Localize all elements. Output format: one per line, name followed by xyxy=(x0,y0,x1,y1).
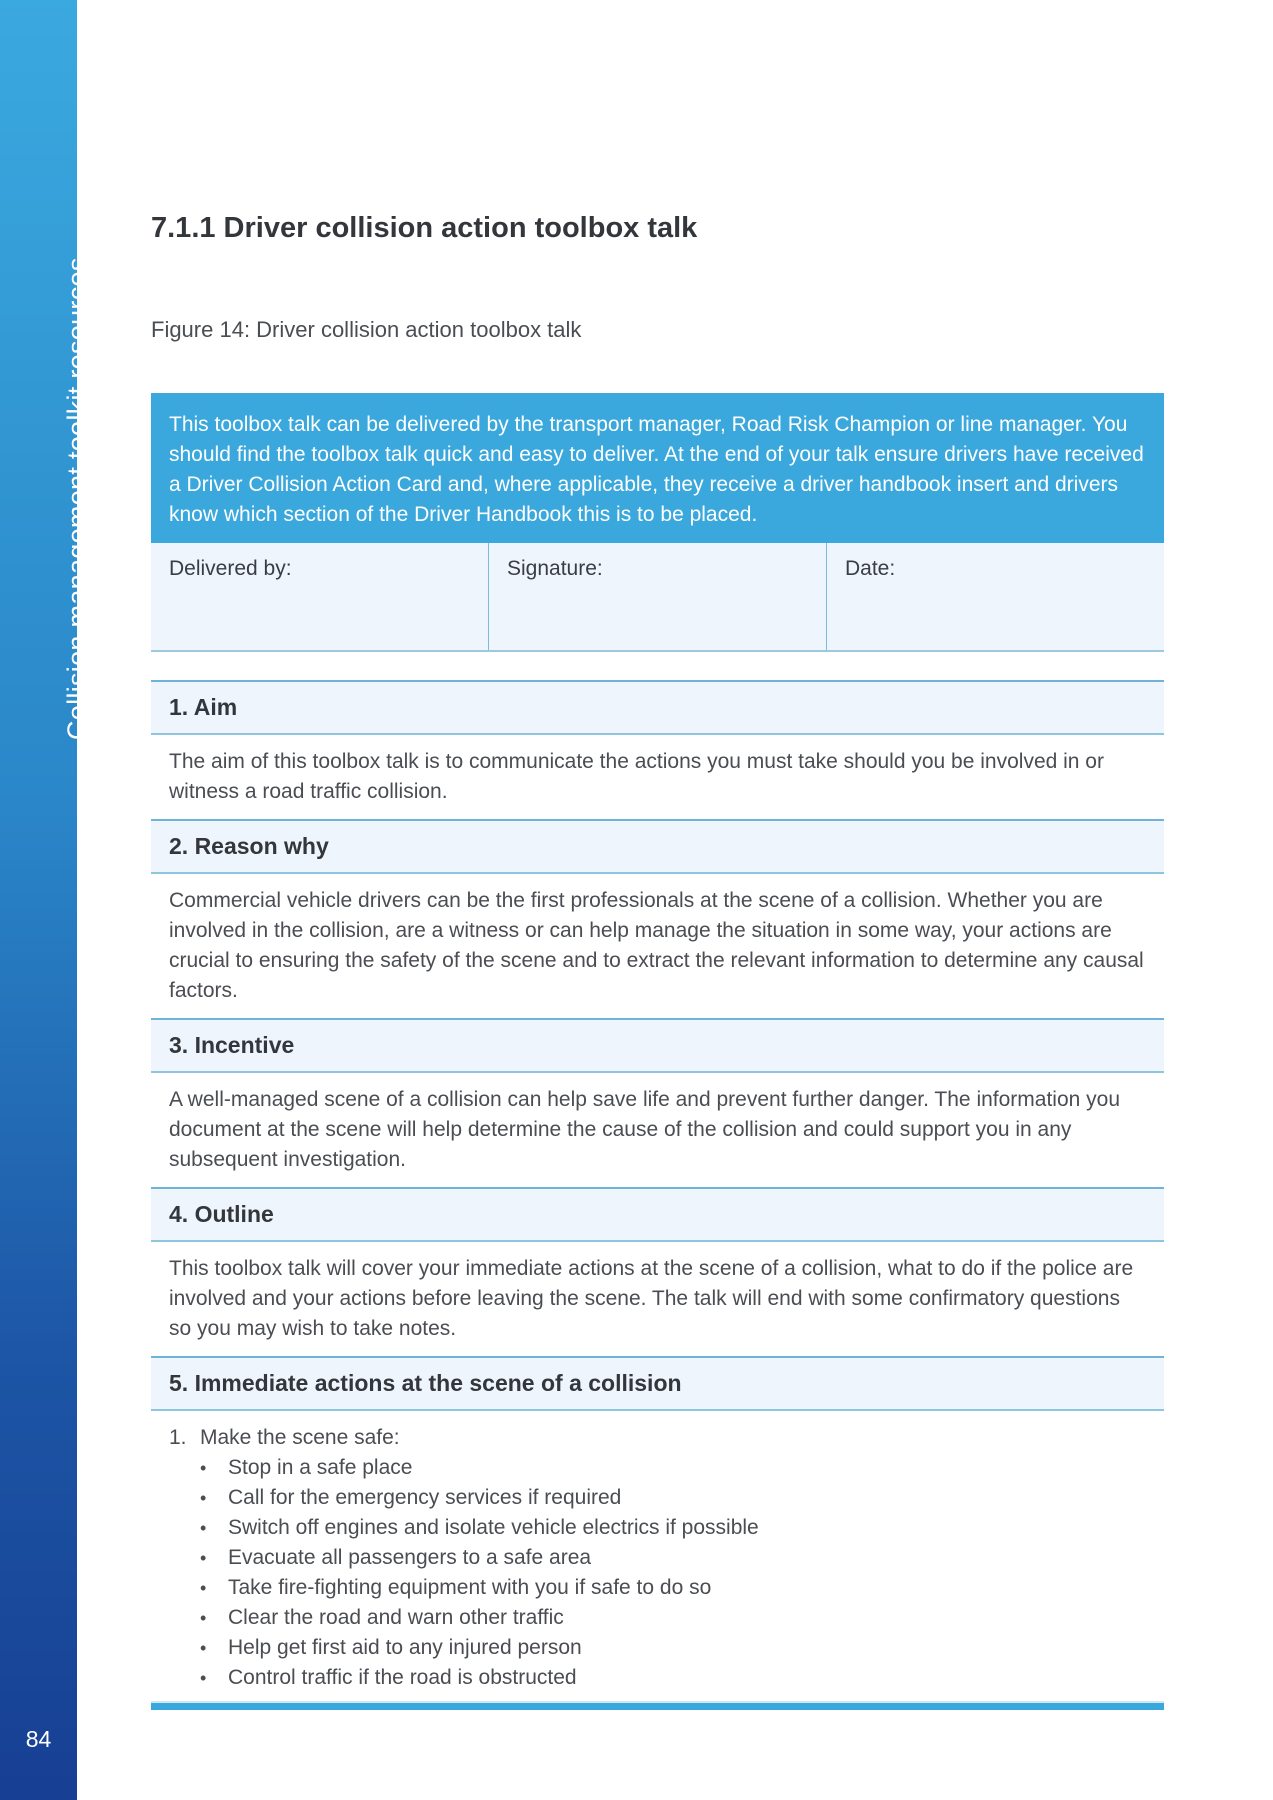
page-number: 84 xyxy=(25,1726,52,1752)
sidebar xyxy=(0,0,92,1800)
item-label: Make the scene safe: xyxy=(200,1426,400,1449)
immediate-actions-list xyxy=(151,1411,1164,1701)
figure-caption: Figure 14: Driver collision action toolbox talk xyxy=(151,317,582,342)
section-body-incentive: A well-managed scene of a collision can help save life and prevent further danger. The information you document at the scene will help determine the cause of the collision and could support you in any subsequent investigation. xyxy=(169,1088,1121,1171)
section-heading-outline: 4. Outline xyxy=(151,1187,1164,1242)
list-item: • Clear the road and warn other traffic xyxy=(200,1603,1146,1633)
signature-field[interactable]: Signature: xyxy=(489,543,827,650)
list-item: • Stop in a safe place xyxy=(200,1453,1146,1483)
list-item: • Evacuate all passengers to a safe area xyxy=(200,1543,1146,1573)
table-bottom-bar xyxy=(151,1701,1164,1710)
bullet-icon: • xyxy=(200,1638,207,1658)
delivered-by-field[interactable]: Delivered by: xyxy=(151,543,489,650)
list-item: • Control traffic if the road is obstructed xyxy=(200,1663,1146,1693)
section-heading-immediate-actions: 5. Immediate actions at the scene of a collision xyxy=(151,1356,1164,1411)
item-number: 1. xyxy=(169,1426,187,1449)
bullet-icon: • xyxy=(200,1578,207,1598)
bullet-list xyxy=(169,1453,1146,1693)
section-heading-reason-why: 2. Reason why xyxy=(151,819,1164,874)
numbered-item xyxy=(169,1423,1146,1453)
bullet-icon: • xyxy=(200,1458,207,1478)
spacer xyxy=(151,652,1164,680)
page-title: 7.1.1 Driver collision action toolbox talk xyxy=(151,212,698,244)
intro-banner: This toolbox talk can be delivered by the transport manager, Road Risk Champion or line manager. You should find the toolbox talk quick and easy to deliver. At the end of your talk ensure drivers have received a Driver Collision Action Card and, where applicable, they receive a driver handbook insert and drivers know which section of the Driver Handbook this is to be placed. xyxy=(151,393,1164,543)
section-heading-incentive: 3. Incentive xyxy=(151,1018,1164,1073)
section-heading-aim: 1. Aim xyxy=(151,680,1164,735)
bullet-icon: • xyxy=(200,1608,207,1628)
bullet-icon: • xyxy=(200,1488,207,1508)
date-field[interactable]: Date: xyxy=(845,557,896,580)
section-body-outline: This toolbox talk will cover your immediate actions at the scene of a collision, what to do if the police are involved and your actions before leaving the scene. The talk will end with some confirmatory questions so you may wish to take notes. xyxy=(169,1257,1134,1340)
bullet-icon: • xyxy=(200,1548,207,1568)
delivery-details-row xyxy=(151,543,1164,652)
bullet-icon: • xyxy=(200,1518,207,1538)
toolbox-talk-form xyxy=(151,393,1164,1710)
list-item: • Take fire-fighting equipment with you if safe to do so xyxy=(200,1573,1146,1603)
list-item: • Call for the emergency services if required xyxy=(200,1483,1146,1513)
section-body-aim: The aim of this toolbox talk is to communicate the actions you must take should you be involved in or witness a road traffic collision. xyxy=(169,750,1104,803)
sidebar-section-title: Collision management toolkit resources xyxy=(62,257,92,740)
list-item: • Switch off engines and isolate vehicle electrics if possible xyxy=(200,1513,1146,1543)
list-item: • Help get first aid to any injured person xyxy=(200,1633,1146,1663)
section-body-reason-why: Commercial vehicle drivers can be the first professionals at the scene of a collision. Whether you are involved in the collision, are a witness or can help manage the situation in some way, your actions are crucial to ensuring the safety of the scene and to extract the relevant information to determine any causal factors. xyxy=(169,889,1144,1002)
bullet-icon: • xyxy=(200,1668,207,1688)
